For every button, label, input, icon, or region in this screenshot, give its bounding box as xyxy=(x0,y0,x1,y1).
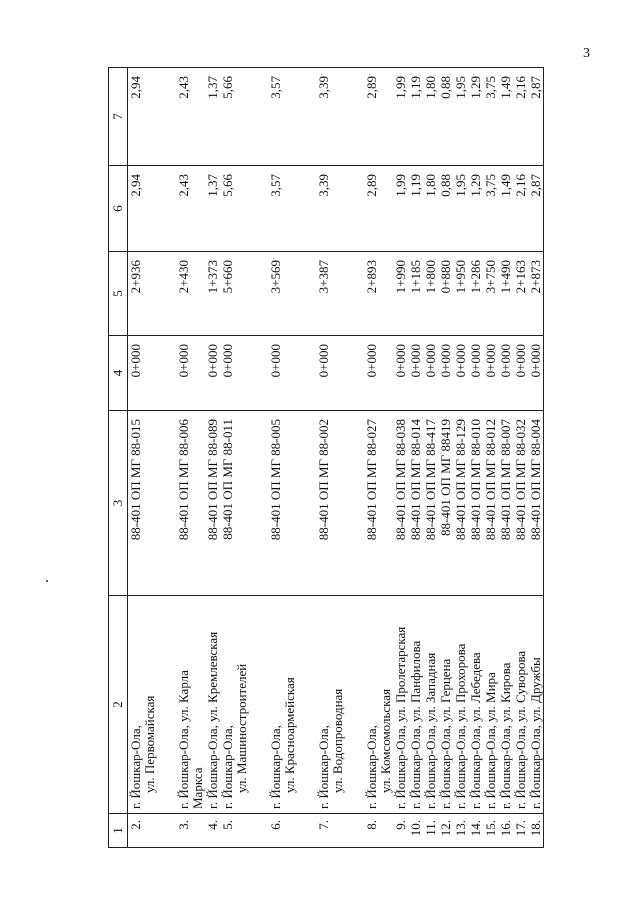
length-km: 1,37 xyxy=(205,166,220,252)
spacer-cell xyxy=(297,252,316,336)
length-km-total: 2,89 xyxy=(364,68,393,166)
road-name-line: ул. Красноармейская xyxy=(282,677,297,793)
road-name xyxy=(423,596,438,814)
start-km: 0+000 xyxy=(513,336,528,411)
road-id: 88-401 ОП МГ 88-089 xyxy=(205,411,220,596)
road-name xyxy=(483,596,498,814)
table-header-row xyxy=(109,68,128,848)
start-km: 0+000 xyxy=(528,336,544,411)
road-name-line: г. Йошкар-Ола, ул. Пролетарская xyxy=(393,626,408,809)
spacer-cell xyxy=(249,336,268,411)
end-km: 3+387 xyxy=(316,252,345,336)
header-col-1: 1 xyxy=(109,814,128,848)
roads-table xyxy=(108,67,544,848)
start-km: 0+000 xyxy=(176,336,205,411)
spacer-cell xyxy=(249,411,268,596)
road-id: 88-401 ОП МГ 88-006 xyxy=(176,411,205,596)
start-km: 0+000 xyxy=(438,336,453,411)
spacer-cell xyxy=(345,596,364,814)
length-km-total: 1,19 xyxy=(408,68,423,166)
length-km: 5,66 xyxy=(220,166,249,252)
spacer-cell xyxy=(297,814,316,848)
start-km: 0+000 xyxy=(453,336,468,411)
rotated-table-container xyxy=(108,68,604,848)
row-number: 7. xyxy=(316,814,345,848)
spacer-cell xyxy=(297,411,316,596)
road-name xyxy=(220,596,249,814)
row-number: 2. xyxy=(128,814,158,848)
spacer-cell xyxy=(345,252,364,336)
length-km-total: 2,87 xyxy=(528,68,544,166)
table-row xyxy=(423,68,438,848)
table-row xyxy=(128,68,158,848)
row-number: 14. xyxy=(468,814,483,848)
table-row xyxy=(205,68,220,848)
spacer-cell xyxy=(157,68,176,166)
length-km: 2,43 xyxy=(176,166,205,252)
spacer-cell xyxy=(157,411,176,596)
road-id: 88-401 ОП МГ 88-010 xyxy=(468,411,483,596)
road-name xyxy=(528,596,544,814)
table-row xyxy=(364,68,393,848)
row-number: 16. xyxy=(498,814,513,848)
road-name-line: г. Йошкар-Ола, ул. Дружбы xyxy=(528,657,543,809)
header-col-4: 4 xyxy=(109,336,128,411)
length-km-total: 1,37 xyxy=(205,68,220,166)
end-km: 1+950 xyxy=(453,252,468,336)
header-col-3: 3 xyxy=(109,411,128,596)
road-name xyxy=(176,596,205,814)
length-km-total: 1,49 xyxy=(498,68,513,166)
length-km-total: 2,16 xyxy=(513,68,528,166)
end-km: 1+990 xyxy=(393,252,408,336)
length-km-total: 1,95 xyxy=(453,68,468,166)
end-km: 0+880 xyxy=(438,252,453,336)
length-km: 3,75 xyxy=(483,166,498,252)
row-number: 11. xyxy=(423,814,438,848)
road-name-line: г. Йошкар-Ола, ул. Прохорова xyxy=(453,643,468,809)
start-km: 0+000 xyxy=(128,336,158,411)
road-name xyxy=(408,596,423,814)
spacer-cell xyxy=(297,596,316,814)
table-row xyxy=(408,68,423,848)
start-km: 0+000 xyxy=(498,336,513,411)
start-km: 0+000 xyxy=(468,336,483,411)
spacer-cell xyxy=(297,336,316,411)
length-km: 2,87 xyxy=(528,166,544,252)
road-name-line: г. Йошкар-Ола, xyxy=(268,725,283,809)
length-km: 2,89 xyxy=(364,166,393,252)
table-body xyxy=(128,68,544,848)
road-name-line: г. Йошкар-Ола, xyxy=(364,725,379,809)
spacer-cell xyxy=(345,411,364,596)
header-col-7: 7 xyxy=(109,68,128,166)
length-km: 1,95 xyxy=(453,166,468,252)
table-row xyxy=(393,68,408,848)
row-number: 9. xyxy=(393,814,408,848)
table-row xyxy=(513,68,528,848)
row-number: 8. xyxy=(364,814,393,848)
road-name-line: г. Йошкар-Ола, ул. Суворова xyxy=(513,650,528,809)
length-km: 1,99 xyxy=(393,166,408,252)
row-number: 15. xyxy=(483,814,498,848)
road-id: 88-401 ОП МГ 88-032 xyxy=(513,411,528,596)
road-name-line: г. Йошкар-Ола, ул. Кремлевская xyxy=(205,631,220,809)
spacer-cell xyxy=(345,68,364,166)
table-row xyxy=(453,68,468,848)
road-name-line: г. Йошкар-Ола, ул. Кирова xyxy=(498,662,513,809)
header-col-6: 6 xyxy=(109,166,128,252)
road-id: 88-401 ОП МГ 88-027 xyxy=(364,411,393,596)
road-id: 88-401 ОП МГ 88-002 xyxy=(316,411,345,596)
spacer-cell xyxy=(345,336,364,411)
length-km: 0,88 xyxy=(438,166,453,252)
row-spacer xyxy=(157,68,176,848)
length-km-total: 3,57 xyxy=(268,68,297,166)
table-row xyxy=(438,68,453,848)
road-name xyxy=(453,596,468,814)
road-id: 88-401 ОП МГ 88-007 xyxy=(498,411,513,596)
start-km: 0+000 xyxy=(220,336,249,411)
length-km-total: 3,75 xyxy=(483,68,498,166)
end-km: 2+893 xyxy=(364,252,393,336)
road-id: 88-401 ОП МГ 88-005 xyxy=(268,411,297,596)
start-km: 0+000 xyxy=(268,336,297,411)
road-name xyxy=(468,596,483,814)
row-number: 12. xyxy=(438,814,453,848)
spacer-cell xyxy=(249,166,268,252)
row-spacer xyxy=(345,68,364,848)
start-km: 0+000 xyxy=(423,336,438,411)
row-number: 4. xyxy=(205,814,220,848)
spacer-cell xyxy=(249,814,268,848)
row-number: 17. xyxy=(513,814,528,848)
spacer-cell xyxy=(297,68,316,166)
length-km-total: 5,66 xyxy=(220,68,249,166)
road-name-line: г. Йошкар-Ола, ул. Лебедева xyxy=(468,652,483,809)
length-km-total: 1,80 xyxy=(423,68,438,166)
spacer-cell xyxy=(157,336,176,411)
road-name xyxy=(128,596,158,814)
length-km-total: 0,88 xyxy=(438,68,453,166)
row-number: 10. xyxy=(408,814,423,848)
road-name-line: Маркса xyxy=(190,767,205,809)
end-km: 2+163 xyxy=(513,252,528,336)
end-km: 3+569 xyxy=(268,252,297,336)
table-row xyxy=(220,68,249,848)
start-km: 0+000 xyxy=(483,336,498,411)
road-id: 88-401 ОП МГ 88-011 xyxy=(220,411,249,596)
start-km: 0+000 xyxy=(205,336,220,411)
road-id: 88-401 ОП МГ 88-012 xyxy=(483,411,498,596)
table-row xyxy=(468,68,483,848)
road-name xyxy=(438,596,453,814)
end-km: 1+286 xyxy=(468,252,483,336)
end-km: 5+660 xyxy=(220,252,249,336)
road-name xyxy=(498,596,513,814)
road-id: 88-401 ОП МГ 88-015 xyxy=(128,411,158,596)
table-row xyxy=(268,68,297,848)
row-spacer xyxy=(297,68,316,848)
road-id: 88-401 ОП МГ 88-417 xyxy=(423,411,438,596)
length-km: 2,94 xyxy=(128,166,158,252)
page-number: 3 xyxy=(583,46,590,61)
end-km: 1+490 xyxy=(498,252,513,336)
start-km: 0+000 xyxy=(364,336,393,411)
length-km-total: 1,29 xyxy=(468,68,483,166)
road-name-line: ул. Комсомольская xyxy=(378,688,393,793)
road-name xyxy=(513,596,528,814)
start-km: 0+000 xyxy=(408,336,423,411)
road-id: 88-401 ОП МГ 88-014 xyxy=(408,411,423,596)
row-number: 18. xyxy=(528,814,544,848)
spacer-cell xyxy=(157,166,176,252)
end-km: 2+430 xyxy=(176,252,205,336)
road-name-line: ул. Первомайская xyxy=(142,695,157,793)
length-km: 1,29 xyxy=(468,166,483,252)
row-number: 3. xyxy=(176,814,205,848)
table-row xyxy=(528,68,544,848)
length-km-total: 2,94 xyxy=(128,68,158,166)
length-km: 1,80 xyxy=(423,166,438,252)
road-name xyxy=(205,596,220,814)
spacer-cell xyxy=(157,814,176,848)
length-km: 1,49 xyxy=(498,166,513,252)
length-km-total: 1,99 xyxy=(393,68,408,166)
length-km: 1,19 xyxy=(408,166,423,252)
start-km: 0+000 xyxy=(393,336,408,411)
spacer-cell xyxy=(157,252,176,336)
road-name-line: г. Йошкар-Ола, xyxy=(220,725,235,809)
road-name-line: г. Йошкар-Ола, xyxy=(316,725,331,809)
end-km: 1+373 xyxy=(205,252,220,336)
road-name-line: ул. Машиностроителей xyxy=(234,663,249,793)
spacer-cell xyxy=(249,252,268,336)
road-name-line: г. Йошкар-Ола, xyxy=(128,725,143,809)
end-km: 1+185 xyxy=(408,252,423,336)
road-name xyxy=(393,596,408,814)
road-name-line: г. Йошкар-Ола, ул. Панфилова xyxy=(408,640,423,809)
spacer-cell xyxy=(345,814,364,848)
table-row xyxy=(176,68,205,848)
road-id: 88-401 ОП МГ 88419 xyxy=(438,411,453,596)
spacer-cell xyxy=(297,166,316,252)
road-name-line: г. Йошкар-Ола, ул. Герцена xyxy=(438,658,453,809)
row-number: 5. xyxy=(220,814,249,848)
road-name-line: г. Йошкар-Ола, ул. Карла xyxy=(176,670,191,809)
header-col-5: 5 xyxy=(109,252,128,336)
scan-speck xyxy=(46,580,48,582)
length-km-total: 2,43 xyxy=(176,68,205,166)
road-name-line: г. Йошкар-Ола, ул. Мира xyxy=(483,672,498,809)
length-km-total: 3,39 xyxy=(316,68,345,166)
row-number: 13. xyxy=(453,814,468,848)
length-km: 3,57 xyxy=(268,166,297,252)
spacer-cell xyxy=(249,596,268,814)
road-id: 88-401 ОП МГ 88-129 xyxy=(453,411,468,596)
end-km: 1+800 xyxy=(423,252,438,336)
spacer-cell xyxy=(157,596,176,814)
start-km: 0+000 xyxy=(316,336,345,411)
table-row xyxy=(498,68,513,848)
road-name-line: г. Йошкар-Ола, ул. Западная xyxy=(423,652,438,809)
road-name xyxy=(268,596,297,814)
end-km: 2+936 xyxy=(128,252,158,336)
spacer-cell xyxy=(345,166,364,252)
length-km: 2,16 xyxy=(513,166,528,252)
road-name xyxy=(364,596,393,814)
road-name xyxy=(316,596,345,814)
spacer-cell xyxy=(249,68,268,166)
header-col-2: 2 xyxy=(109,596,128,814)
row-spacer xyxy=(249,68,268,848)
road-id: 88-401 ОП МГ 88-004 xyxy=(528,411,544,596)
length-km: 3,39 xyxy=(316,166,345,252)
road-name-line: ул. Водопроводная xyxy=(330,688,345,793)
row-number: 6. xyxy=(268,814,297,848)
table-row xyxy=(483,68,498,848)
end-km: 3+750 xyxy=(483,252,498,336)
road-id: 88-401 ОП МГ 88-038 xyxy=(393,411,408,596)
end-km: 2+873 xyxy=(528,252,544,336)
table-row xyxy=(316,68,345,848)
